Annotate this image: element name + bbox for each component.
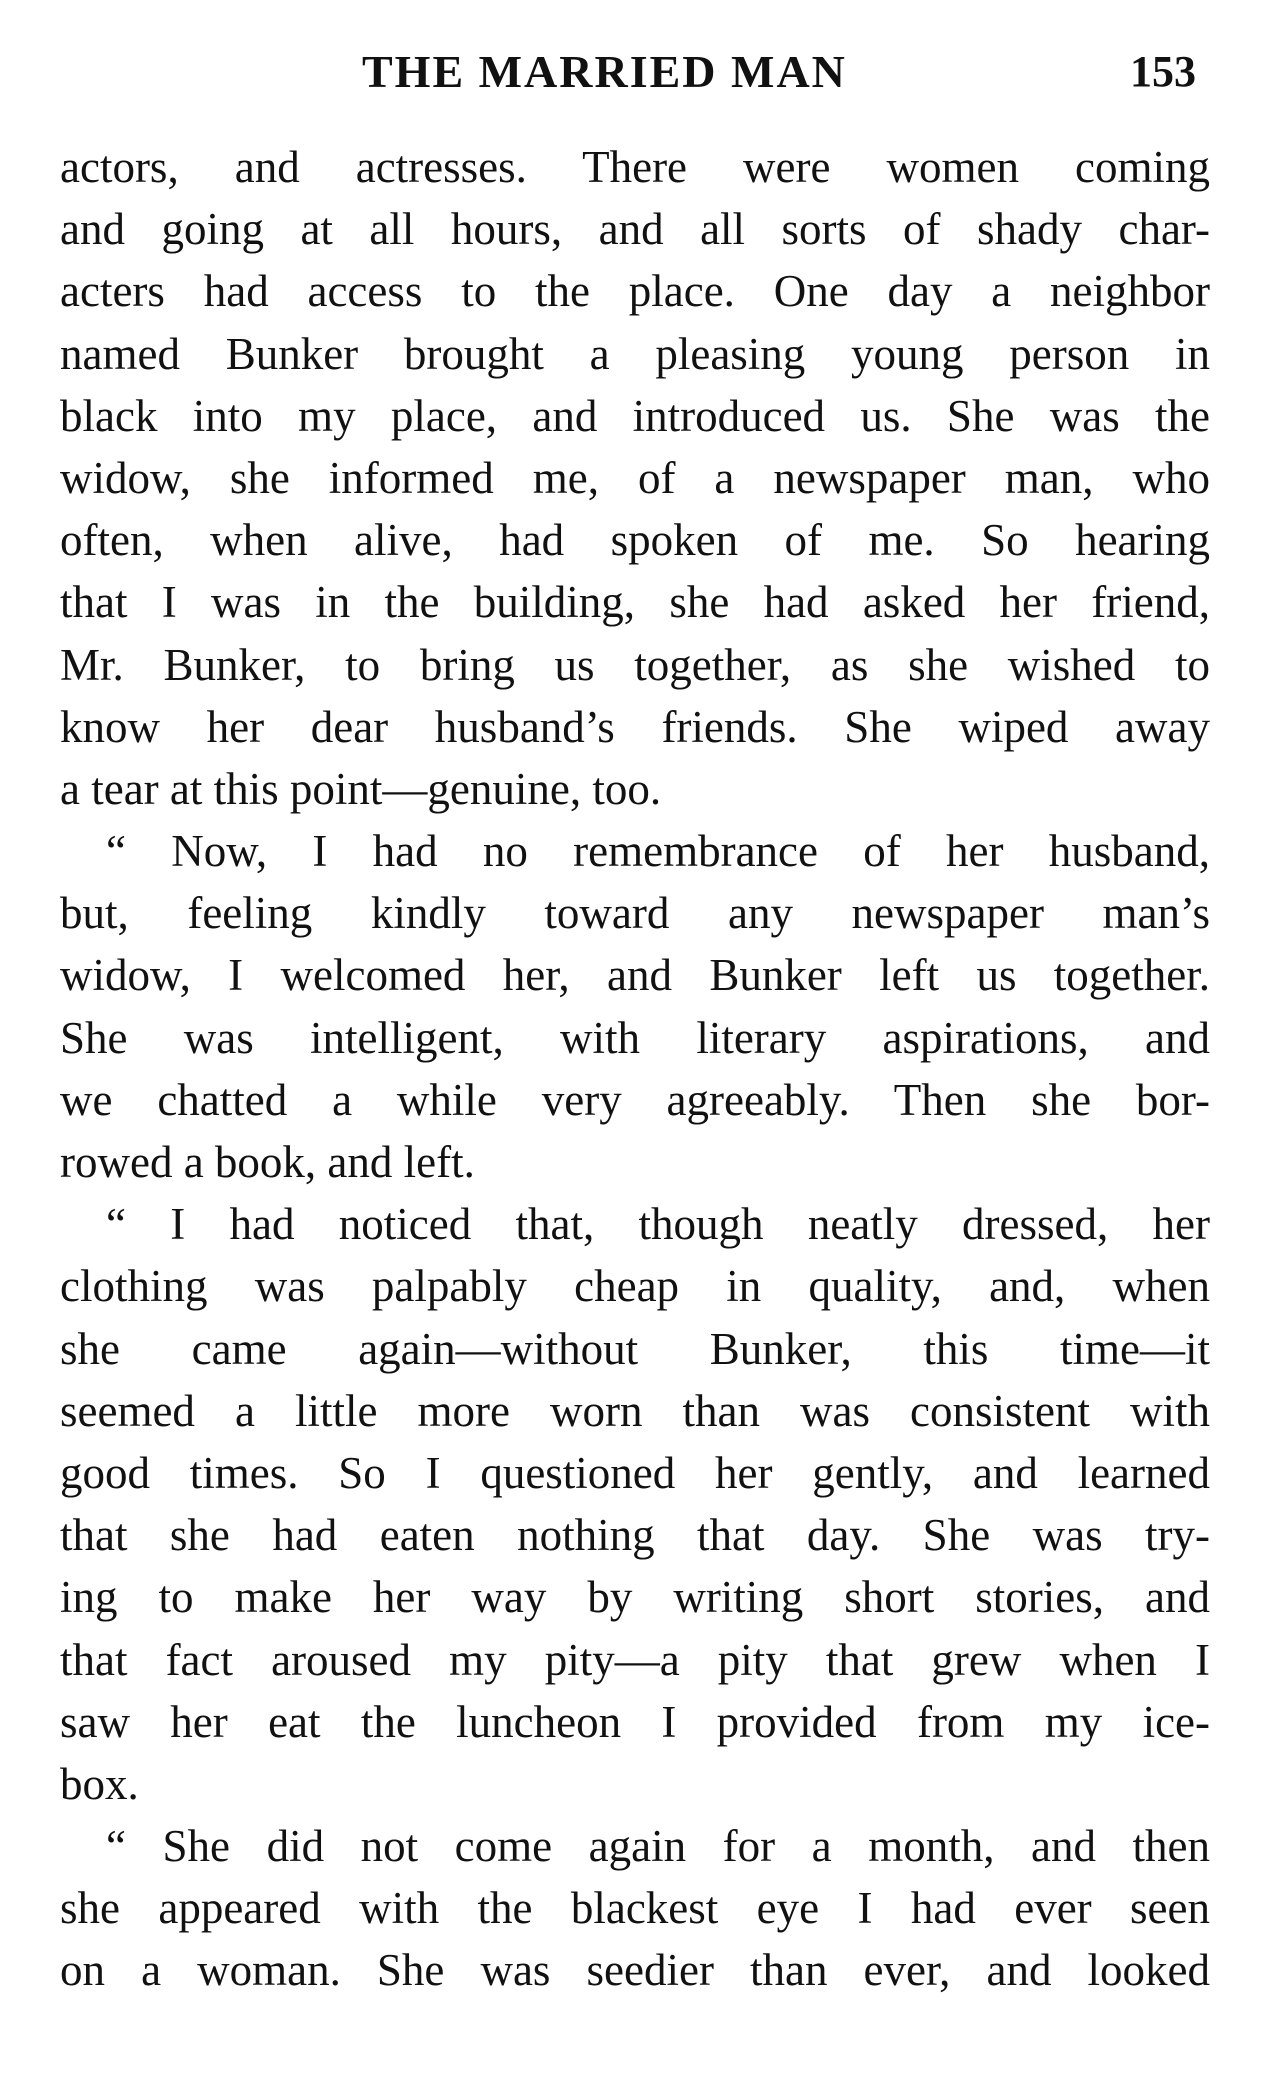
paragraph-4 xyxy=(60,1815,1210,2002)
text-line: she came again—without Bunker, this time—it xyxy=(60,1323,1210,1374)
text-line: actors, and actresses. There were women coming xyxy=(60,142,1210,192)
text-line: widow, she informed me, of a newspaper man, who xyxy=(60,452,1210,503)
running-head xyxy=(0,42,1278,102)
text-line: “ Now, I had no remembrance of her husband, xyxy=(106,826,1210,877)
text-line: on a woman. She was seedier than ever, and looked xyxy=(60,1945,1210,1996)
text-line: Mr. Bunker, to bring us together, as she wished to xyxy=(60,639,1210,690)
text-line: “ I had noticed that, though neatly dressed, her xyxy=(106,1199,1210,1250)
text-line: ing to make her way by writing short stories, and xyxy=(60,1572,1210,1623)
text-line: box. xyxy=(60,1758,139,1809)
text-line: black into my place, and introduced us. She was the xyxy=(60,390,1210,441)
text-line: that fact aroused my pity—a pity that grew when I xyxy=(60,1634,1210,1685)
text-line: rowed a book, and left. xyxy=(60,1137,475,1187)
text-line: that she had eaten nothing that day. She was try- xyxy=(60,1510,1210,1561)
text-line: named Bunker brought a pleasing young person in xyxy=(60,328,1210,379)
paragraph-1 xyxy=(60,136,1210,820)
text-line: acters had access to the place. One day a neighbor xyxy=(60,266,1210,317)
running-title: THE MARRIED MAN xyxy=(362,46,847,97)
body-text xyxy=(60,136,1210,2002)
paragraph-2 xyxy=(60,820,1210,1193)
text-line: saw her eat the luncheon I provided from my ice- xyxy=(60,1696,1210,1747)
text-line: a tear at this point—genuine, too. xyxy=(60,763,662,814)
text-line: she appeared with the blackest eye I had ever seen xyxy=(60,1883,1210,1934)
page-number: 153 xyxy=(1130,47,1196,96)
text-line: good times. So I questioned her gently, and learned xyxy=(60,1447,1210,1498)
text-line: seemed a little more worn than was consistent with xyxy=(60,1385,1210,1436)
text-line: that I was in the building, she had asked her friend, xyxy=(60,577,1210,628)
text-line: often, when alive, had spoken of me. So hearing xyxy=(60,515,1210,566)
paragraph-3 xyxy=(60,1193,1210,1815)
text-line: and going at all hours, and all sorts of shady char- xyxy=(60,204,1210,255)
text-line: we chatted a while very agreeably. Then she bor- xyxy=(60,1074,1210,1125)
text-line: widow, I welcomed her, and Bunker left us together. xyxy=(60,950,1210,1001)
text-line: clothing was palpably cheap in quality, and, when xyxy=(60,1261,1210,1312)
text-line: “ She did not come again for a month, and then xyxy=(106,1821,1210,1872)
text-line: but, feeling kindly toward any newspaper man’s xyxy=(60,888,1210,939)
text-line: know her dear husband’s friends. She wiped away xyxy=(60,701,1210,752)
text-line: She was intelligent, with literary aspirations, and xyxy=(60,1012,1210,1063)
